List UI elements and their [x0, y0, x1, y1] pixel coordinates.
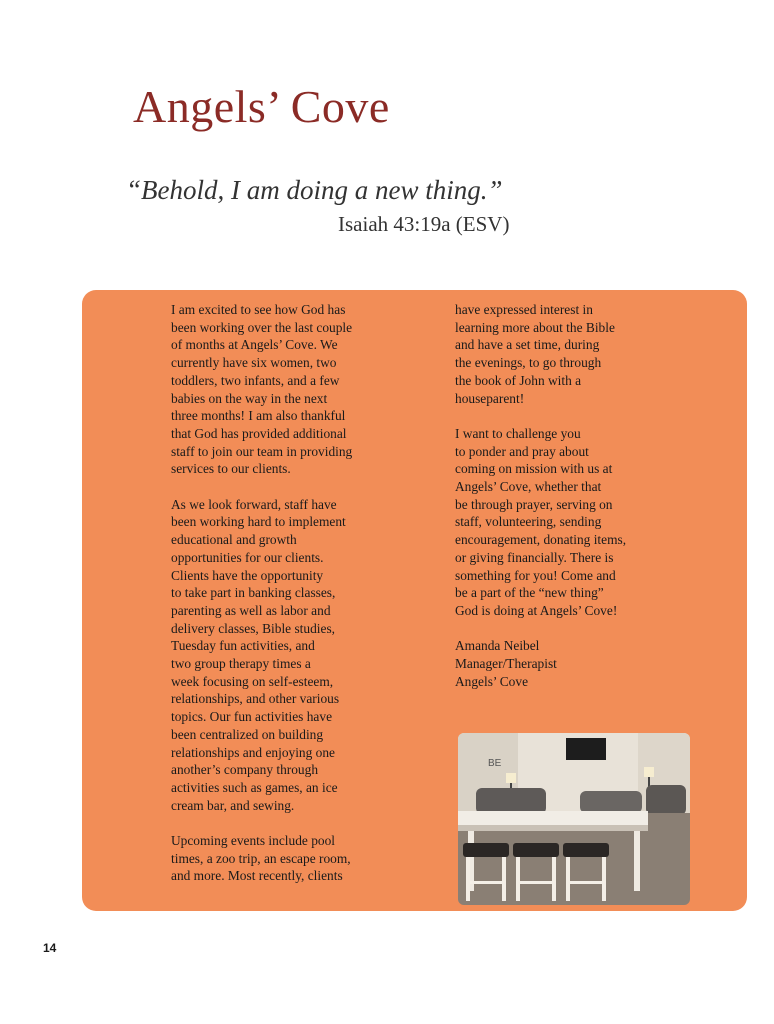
article-column-right [455, 301, 660, 690]
paragraph-events: Upcoming events include pool times, a zoo trip, an escape room, and more. Most recently, clients [171, 833, 351, 884]
living-room-photo [458, 733, 690, 905]
page-title: Angels’ Cove [133, 81, 390, 132]
wall-sign: BE [488, 758, 502, 769]
article-column-left [171, 301, 386, 903]
paragraph-bible-study: have expressed interest in learning more about the Bible and have a set time, during the evenings, to go through the book of John with a houseparent! [455, 302, 615, 406]
scripture-citation: Isaiah 43:19a (ESV) [338, 212, 510, 236]
signature-org: Angels’ Cove [455, 673, 529, 689]
scripture-quote: “Behold, I am doing a new thing.” [126, 175, 503, 205]
page-number: 14 [43, 941, 57, 955]
signature-name: Amanda Neibel [455, 638, 540, 654]
paragraph-intro: I am excited to see how God has been working over the last couple of months at Angels’ Cove. We currently have six women, two toddlers, two infants, and a few babies on the way in the next three months! I am also thankful that God has provided additional staff to join our team in providing services to our clients. [171, 302, 353, 477]
paragraph-challenge: I want to challenge you to ponder and pray about coming on mission with us at Angels’ Cove, whether that be through prayer, serving on staff, volunteering, sending encouragement, donating items, or giving financially. There is something for you! Come and be a part of the “new thing” God is doing at Angels’ Cove! [455, 425, 627, 618]
paragraph-opportunities: As we look forward, staff have been working hard to implement educational and growth opportunities for our clients. Clients have the opportunity to take part in banking classes, parenting as well as labor and delivery classes, Bible studies, Tuesday fun activities, and two group therapy times a week focusing on self-esteem, relationships, and other various topics. Our fun activities have been centralized on building relationships and enjoying one another’s company through activities such as games, an ice cream bar, and sewing. [171, 496, 346, 813]
signature-role: Manager/Therapist [455, 656, 557, 672]
